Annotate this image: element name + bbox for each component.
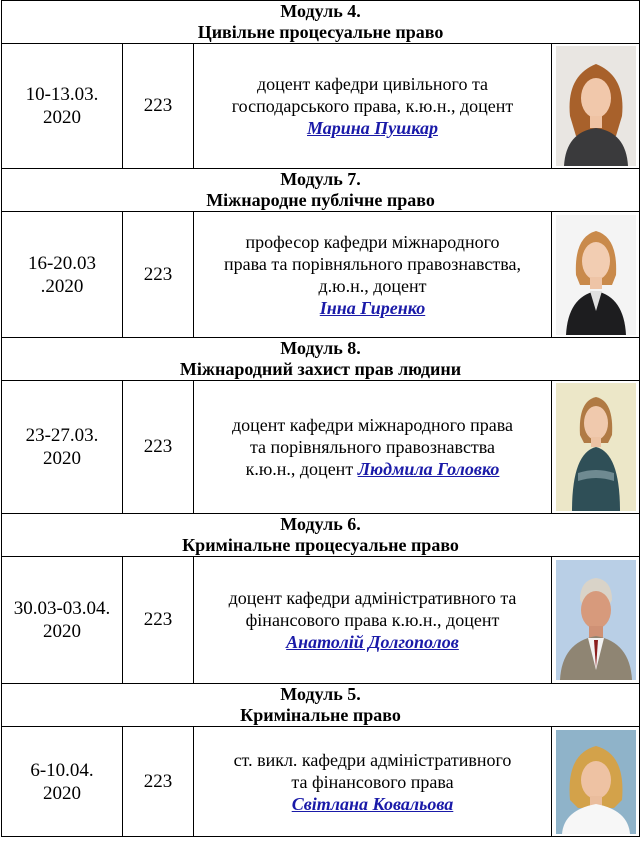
module-header — [2, 684, 640, 727]
room-cell: 223 — [123, 557, 194, 684]
teacher-link[interactable]: Марина Пушкар — [307, 118, 438, 138]
room-cell: 223 — [123, 381, 194, 514]
module-header — [2, 169, 640, 212]
teacher-description: доцент кафедри адміністративного та фінансового права к.ю.н., доцент Анатолій Долгополов — [194, 557, 552, 684]
date-cell: 30.03-03.04. 2020 — [2, 557, 123, 684]
teacher-link[interactable]: Людмила Головко — [357, 459, 500, 479]
module-row — [2, 727, 640, 837]
module-title: Міжнародне публічне право — [206, 190, 435, 210]
module-header-row — [2, 684, 640, 727]
module-title: Міжнародний захист прав людини — [179, 359, 462, 379]
module-row — [2, 44, 640, 169]
date-cell: 23-27.03. 2020 — [2, 381, 123, 514]
portrait-woman-icon — [556, 46, 636, 166]
date-cell: 16-20.03 .2020 — [2, 212, 123, 338]
photo-cell — [552, 727, 640, 837]
photo-cell — [552, 212, 640, 338]
portrait-woman-icon — [556, 730, 636, 834]
room-cell: 223 — [123, 727, 194, 837]
teacher-link[interactable]: Інна Гиренко — [319, 297, 426, 318]
module-header — [2, 338, 640, 381]
module-row — [2, 212, 640, 338]
module-header-row — [2, 514, 640, 557]
photo-cell — [552, 557, 640, 684]
module-title: Кримінальне процесуальне право — [182, 535, 459, 555]
portrait-woman-icon — [556, 383, 636, 511]
photo-cell — [552, 381, 640, 514]
teacher-description: доцент кафедри міжнародного права та порівняльного правознавства к.ю.н., доцент Людмила Головко — [194, 381, 552, 514]
date-cell: 6-10.04. 2020 — [2, 727, 123, 837]
date-cell: 10-13.03. 2020 — [2, 44, 123, 169]
module-number: Модуль 6. — [280, 514, 361, 534]
photo-cell — [552, 44, 640, 169]
module-row — [2, 557, 640, 684]
room-cell: 223 — [123, 212, 194, 338]
module-number: Модуль 4. — [280, 1, 361, 21]
module-title: Цивільне процесуальне право — [197, 22, 444, 42]
teacher-description: ст. викл. кафедри адміністративного та фінансового права Світлана Ковальова — [194, 727, 552, 837]
teacher-description: професор кафедри міжнародного права та порівняльного правознавства, д.ю.н., доцент Інна Гиренко — [194, 212, 552, 338]
portrait-man-icon — [556, 560, 636, 680]
module-title: Кримінальне право — [240, 705, 401, 725]
module-header-row — [2, 338, 640, 381]
schedule-table — [1, 0, 640, 837]
module-header-row — [2, 169, 640, 212]
module-row — [2, 381, 640, 514]
module-header — [2, 514, 640, 557]
module-number: Модуль 5. — [280, 684, 361, 704]
teacher-link[interactable]: Світлана Ковальова — [291, 793, 454, 814]
module-header — [2, 1, 640, 44]
module-number: Модуль 8. — [280, 338, 361, 358]
room-cell: 223 — [123, 44, 194, 169]
module-number: Модуль 7. — [280, 169, 361, 189]
teacher-description: доцент кафедри цивільного та господарського права, к.ю.н., доцент Марина Пушкар — [194, 44, 552, 169]
teacher-link[interactable]: Анатолій Долгополов — [286, 632, 459, 652]
module-header-row — [2, 1, 640, 44]
portrait-woman-icon — [556, 215, 636, 335]
